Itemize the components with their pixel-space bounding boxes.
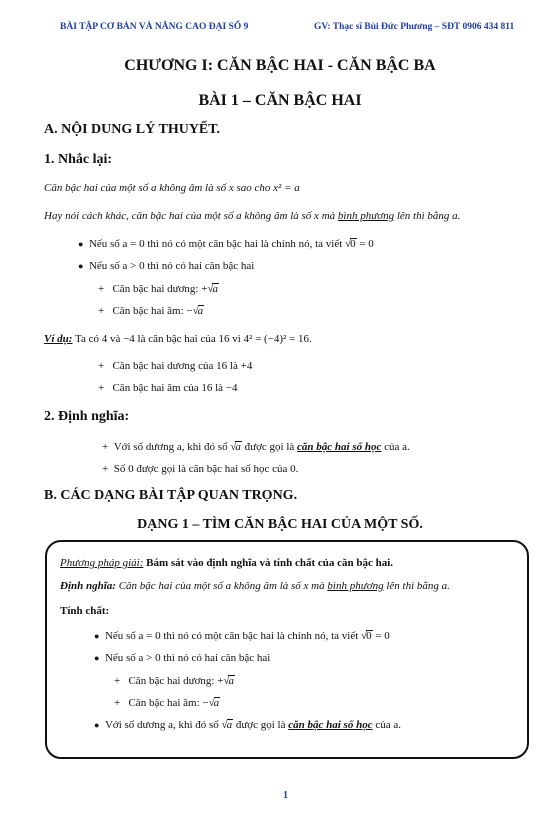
definition-item-1: + Với số dương a, khi đó số √a được gọi là căn bậc hai số học của a. [102,441,410,453]
example-line: Ví dụ: Ta có 4 và −4 là căn bậc hai của 16 vì 4² = (−4)² = 16. [44,333,312,345]
example-item-1: + Căn bậc hai dương của 16 là +4 [98,360,253,372]
bullet-dot-icon: ● [94,720,100,730]
box-definition-line: Định nghĩa: Căn bậc hai của một số a không âm là số x mà bình phương lên thì bằng a. [60,580,450,592]
page-number: 1 [283,790,288,801]
bullet-dot-icon: ● [78,239,84,249]
definition-heading: 2. Định nghĩa: [44,409,130,424]
properties-heading: Tính chất: [60,605,110,617]
example-item-2: + Căn bậc hai âm của 16 là −4 [98,382,238,394]
property-bullet-1: ● Nếu số a = 0 thì nó có một căn bậc hai là chính nó, ta viết √0 = 0 [94,630,390,642]
recall-bullet-1: ● Nếu số a = 0 thì nó có một căn bậc hai là chính nó, ta viết √0 = 0 [78,238,374,250]
recall-positive-root: + Căn bậc hai dương: +√a [98,283,218,295]
chapter-title: CHƯƠNG I: CĂN BẬC HAI - CĂN BẬC BA [124,57,436,74]
recall-line-2: Hay nói cách khác, căn bậc hai của một số a không âm là số x mà bình phương lên thì bằng a. [44,210,461,222]
recall-bullet-2: ● Nếu số a > 0 thì nó có hai căn bậc hai [78,260,255,272]
section-a-heading: A. NỘI DUNG LÝ THUYẾT. [44,122,221,137]
property-negative-root: + Căn bậc hai âm: −√a [114,697,220,709]
header-right: GV: Thạc sĩ Bùi Đức Phương – SĐT 0906 434 811 [314,22,515,32]
property-bullet-3: ● Với số dương a, khi đó số √a được gọi là căn bậc hai số học của a. [94,719,401,731]
method-line: Phương pháp giải: Bám sát vào định nghĩa và tính chất của căn bậc hai. [60,557,394,569]
header-left: BÀI TẬP CƠ BẢN VÀ NÂNG CAO ĐẠI SỐ 9 [60,22,249,32]
lesson-title: BÀI 1 – CĂN BẬC HAI [198,92,362,109]
bullet-dot-icon: ● [78,261,84,271]
definition-item-2: + Số 0 được gọi là căn bậc hai số học của 0. [102,463,299,475]
bullet-dot-icon: ● [94,631,100,641]
section-b-heading: B. CÁC DẠNG BÀI TẬP QUAN TRỌNG. [44,488,298,503]
recall-negative-root: + Căn bậc hai âm: −√a [98,305,204,317]
property-bullet-2: ● Nếu số a > 0 thì nó có hai căn bậc hai [94,652,271,664]
bullet-dot-icon: ● [94,653,100,663]
recall-heading: 1. Nhắc lại: [44,152,113,167]
property-positive-root: + Căn bậc hai dương: +√a [114,675,234,687]
dang1-title: DẠNG 1 – TÌM CĂN BẬC HAI CỦA MỘT SỐ. [137,517,423,532]
recall-line-1: Căn bậc hai của một số a không âm là số x sao cho x² = a [44,182,300,194]
